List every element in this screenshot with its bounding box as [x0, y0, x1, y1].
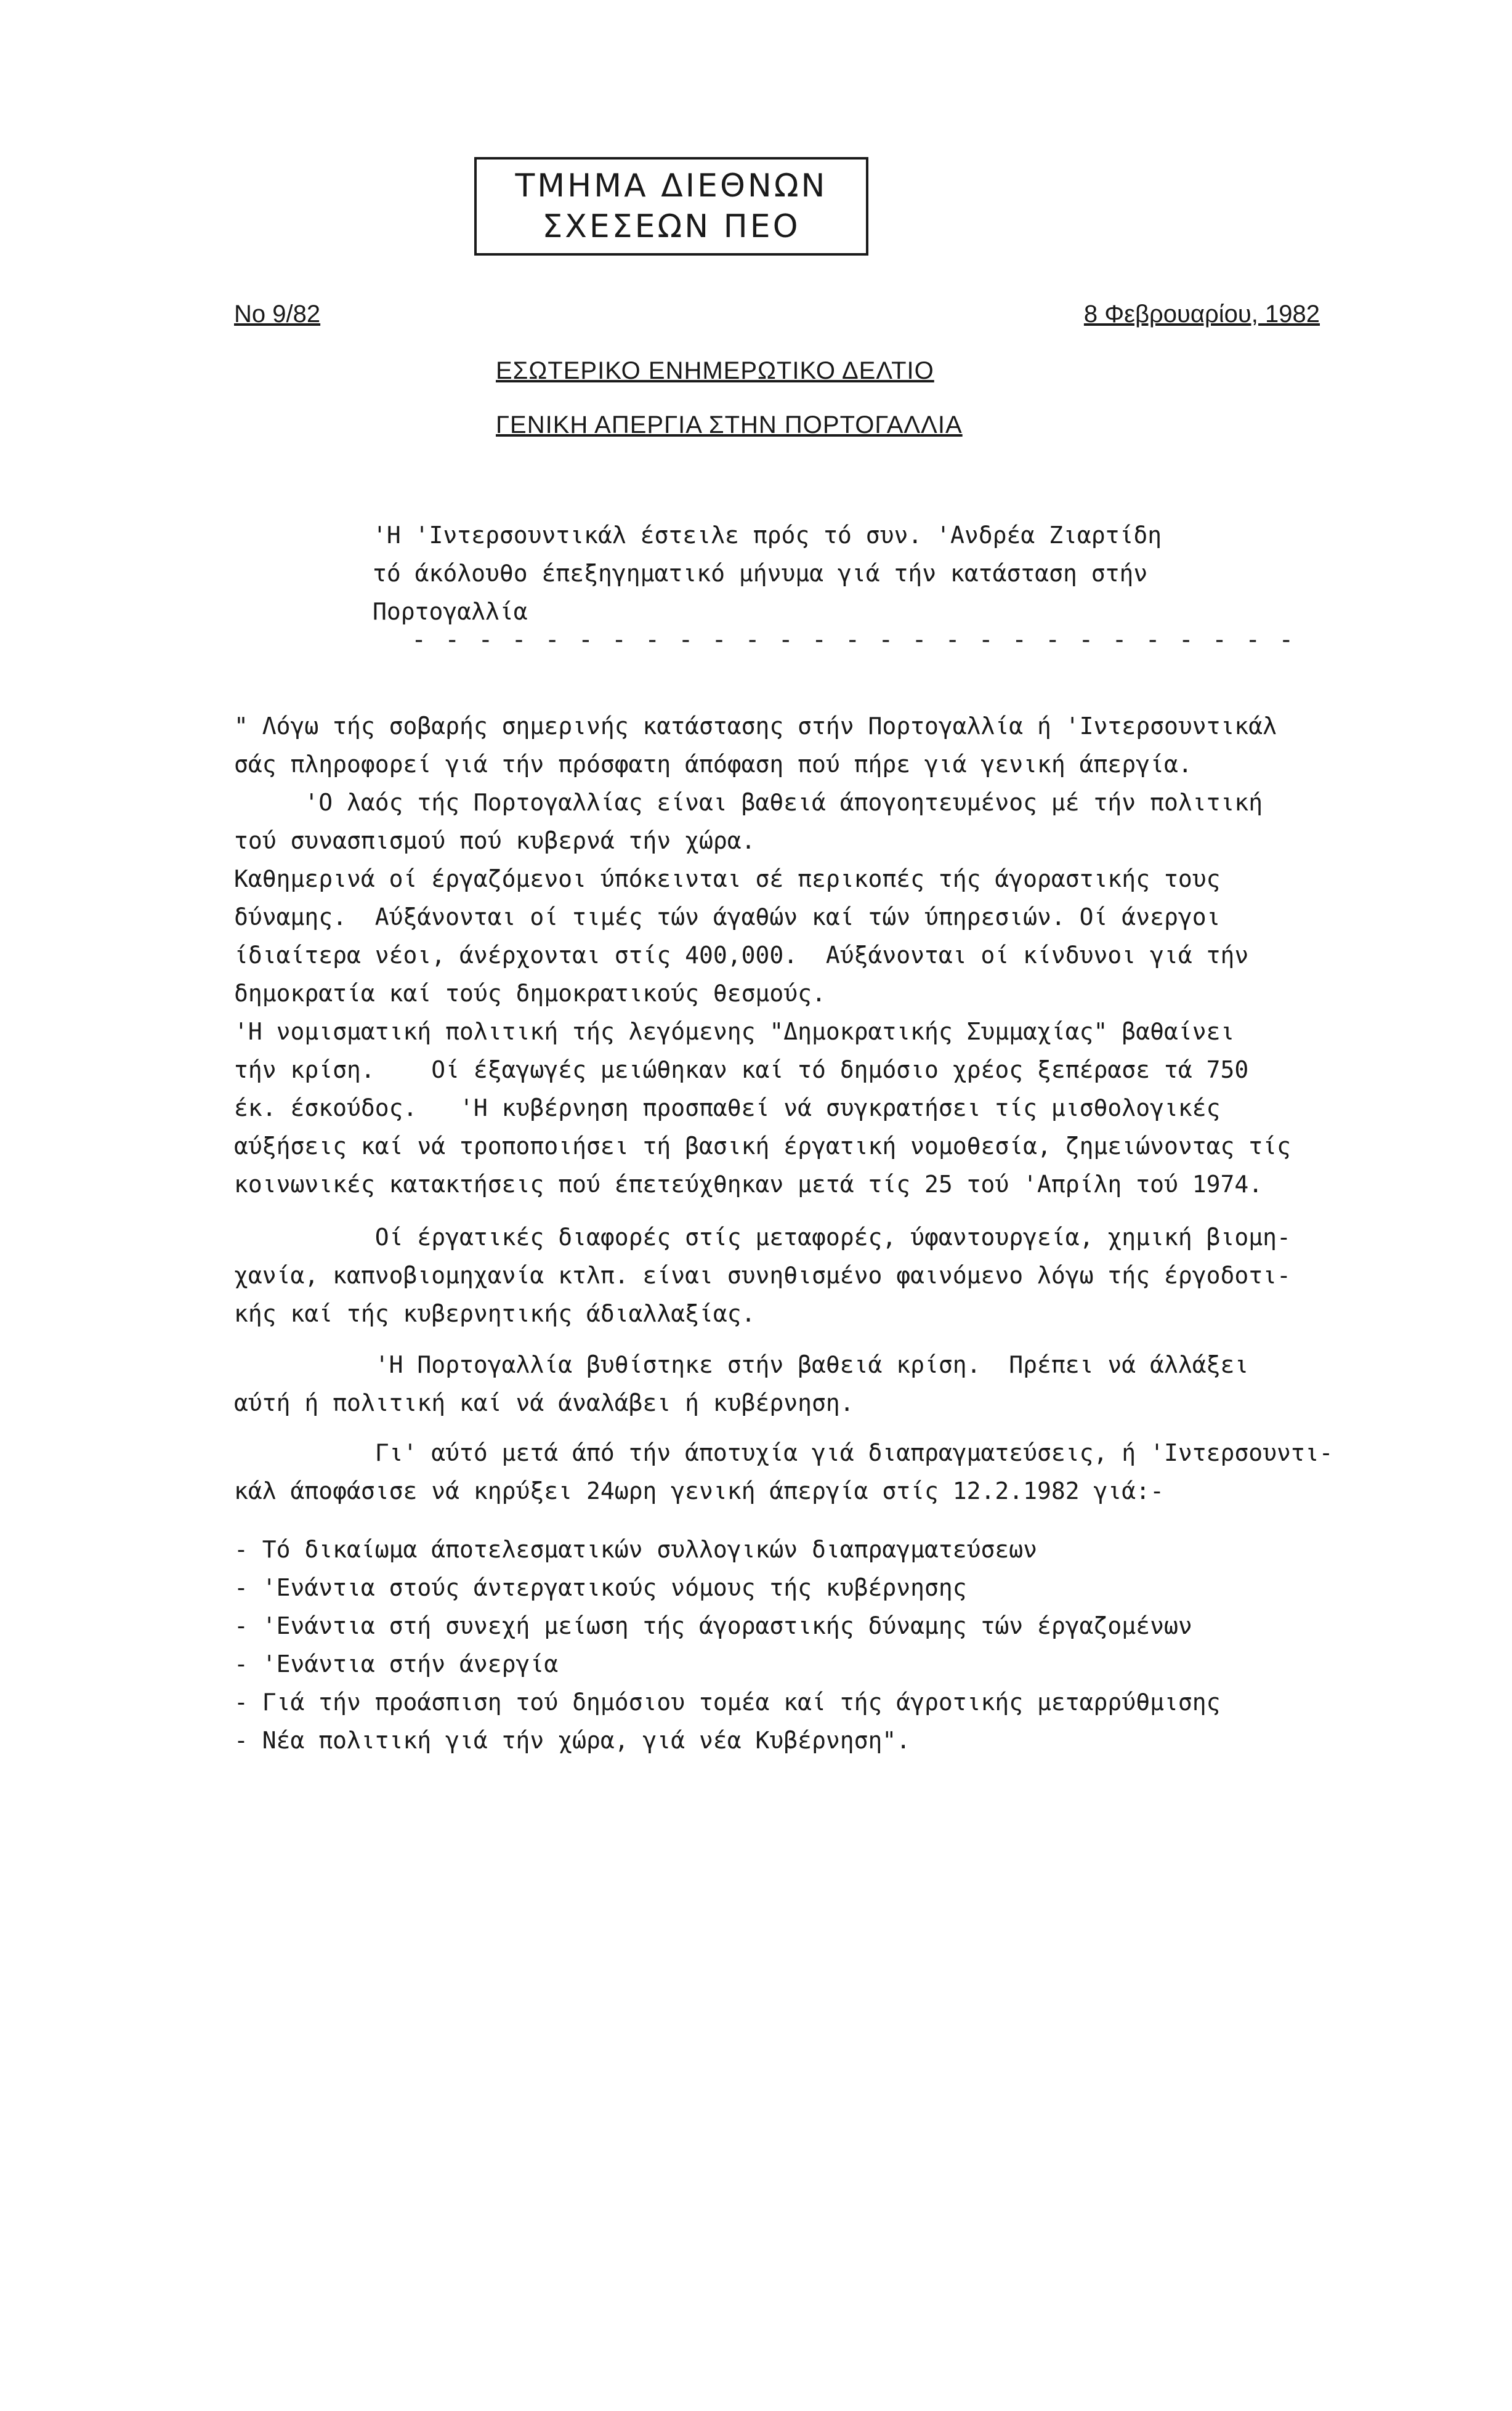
- intro-paragraph: [373, 516, 1162, 631]
- list-item: - 'Ενάντια στούς άντεργατικούς νόμους τής κυβέρνησης: [234, 1574, 967, 1601]
- message-line: κάλ άποφάσισε νά κηρύξει 24ωρη γενική άπεργία στίς 12.2.1982 γιά:-: [234, 1477, 1164, 1504]
- reference-number: Νο 9/82: [234, 301, 321, 328]
- message-line: τήν κρίση. Οί έξαγωγές μειώθηκαν καί τό δημόσιο χρέος ξεπέρασε τά 750: [234, 1056, 1249, 1083]
- message-line: Γι' αύτό μετά άπό τήν άποτυχία γιά διαπραγματεύσεις, ή 'Ιντερσουντι-: [234, 1439, 1333, 1466]
- message-line: Καθημερινά οί έργαζόμενοι ύπόκεινται σέ περικοπές τής άγοραστικής τους: [234, 865, 1221, 892]
- message-line: 'Ο λαός τής Πορτογαλλίας είναι βαθειά άπογοητευμένος μέ τήν πολιτική: [234, 789, 1263, 816]
- list-item: - 'Ενάντια στήν άνεργία: [234, 1650, 559, 1678]
- stamp-line-2: ΣΧΕΣΕΩΝ ΠΕΟ: [542, 208, 801, 245]
- document-title: ΕΣΩΤΕΡΙΚΟ ΕΝΗΜΕΡΩΤΙΚΟ ΔΕΛΤΙΟ: [496, 357, 934, 384]
- message-line: " Λόγω τής σοβαρής σημερινής κατάστασης στήν Πορτογαλλία ή 'Ιντερσουντικάλ: [234, 713, 1277, 740]
- list-item: - Τό δικαίωμα άποτελεσματικών συλλογικών διαπραγματεύσεων: [234, 1536, 1038, 1563]
- message-line: αύξήσεις καί νά τροποποιήσει τή βασική έργατική νομοθεσία, ζημειώνοντας τίς: [234, 1133, 1291, 1160]
- document-subject: ΓΕΝΙΚΗ ΑΠΕΡΓΙΑ ΣΤΗΝ ΠΟΡΤΟΓΑΛΛΙΑ: [496, 411, 963, 438]
- message-line: χανία, καπνοβιομηχανία κτλπ. είναι συνηθισμένο φαινόμενο λόγω τής έργοδοτι-: [234, 1262, 1291, 1289]
- list-item: - Γιά τήν προάσπιση τού δημόσιου τομέα καί τής άγροτικής μεταρρύθμισης: [234, 1689, 1221, 1716]
- message-line: αύτή ή πολιτική καί νά άναλάβει ή κυβέρνηση.: [234, 1389, 854, 1416]
- intro-line: τό άκόλουθο έπεξηγηματικό μήνυμα γιά τήν κατάσταση στήν: [373, 560, 1148, 587]
- intro-line: Πορτογαλλία: [373, 598, 528, 625]
- message-line: δύναμης. Αύξάνονται οί τιμές τών άγαθών καί τών ύπηρεσιών. Οί άνεργοι: [234, 903, 1221, 931]
- stamp-line-1: ΤΜΗΜΑ ΔΙΕΘΝΩΝ: [515, 168, 828, 204]
- department-stamp: [474, 157, 868, 256]
- message-paragraph-2: [234, 1218, 1291, 1333]
- message-paragraph-4: [234, 1434, 1333, 1510]
- message-line: 'Η νομισματική πολιτική τής λεγόμενης "Δημοκρατικής Συμμαχίας" βαθαίνει: [234, 1018, 1235, 1045]
- message-paragraph-1: [234, 707, 1291, 1203]
- separator-dashes: - - - - - - - - - - - - - - - - - - - - - - - - - - -: [411, 626, 1296, 654]
- message-line: 'Η Πορτογαλλία βυθίστηκε στήν βαθειά κρίση. Πρέπει νά άλλάξει: [234, 1351, 1249, 1378]
- message-line: έκ. έσκούδος. 'Η κυβέρνηση προσπαθεί νά συγκρατήσει τίς μισθολογικές: [234, 1094, 1221, 1121]
- demands-list: [234, 1530, 1220, 1759]
- list-item: - 'Ενάντια στή συνεχή μείωση τής άγοραστικής δύναμης τών έργαζομένων: [234, 1612, 1192, 1639]
- document-date: 8 Φεβρουαρίου, 1982: [1083, 301, 1320, 328]
- message-line: Οί έργατικές διαφορές στίς μεταφορές, ύφαντουργεία, χημική βιομη-: [234, 1224, 1291, 1251]
- message-line: ίδιαίτερα νέοι, άνέρχονται στίς 400,000. Αύξάνονται οί κίνδυνοι γιά τήν: [234, 942, 1249, 969]
- message-line: κοινωνικές κατακτήσεις πού έπετεύχθηκαν μετά τίς 25 τού 'Απρίλη τού 1974.: [234, 1171, 1263, 1198]
- intro-line: 'Η 'Ιντερσουντικάλ έστειλε πρός τό συν. 'Ανδρέα Ζιαρτίδη: [373, 522, 1162, 549]
- message-line: τού συνασπισμού πού κυβερνά τήν χώρα.: [234, 827, 756, 854]
- message-paragraph-3: [234, 1346, 1248, 1422]
- message-line: δημοκρατία καί τούς δημοκρατικούς θεσμούς.: [234, 980, 826, 1007]
- list-item: - Νέα πολιτική γιά τήν χώρα, γιά νέα Κυβέρνηση".: [234, 1727, 911, 1754]
- message-line: κής καί τής κυβερνητικής άδιαλλαξίας.: [234, 1300, 756, 1327]
- message-line: σάς πληροφορεί γιά τήν πρόσφατη άπόφαση πού πήρε γιά γενική άπεργία.: [234, 751, 1192, 778]
